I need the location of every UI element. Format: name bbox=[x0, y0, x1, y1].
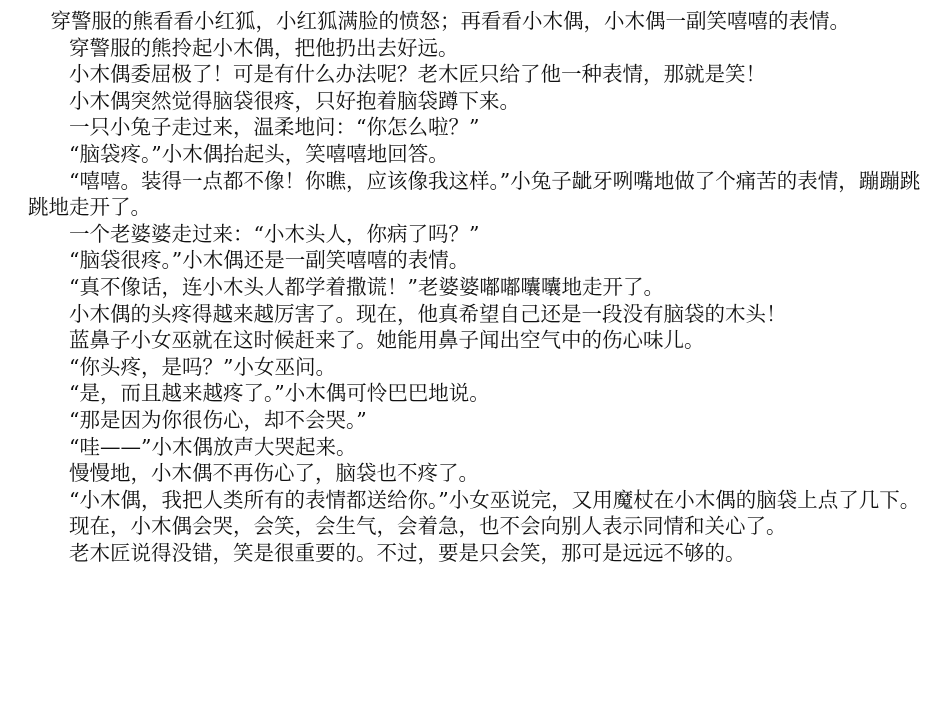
paragraph: 老木匠说得没错，笑是很重要的。不过，要是只会笑，那可是远远不够的。 bbox=[69, 540, 746, 565]
paragraph: 一只小兔子走过来，温柔地问：“你怎么啦？” bbox=[69, 115, 480, 140]
paragraph: “是，而且越来越疼了。”小木偶可怜巴巴地说。 bbox=[69, 381, 490, 406]
paragraph: “那是因为你很伤心，却不会哭。” bbox=[69, 407, 367, 432]
document-page bbox=[28, 8, 936, 566]
paragraph: “你头疼，是吗？”小女巫问。 bbox=[69, 354, 336, 379]
paragraph: 小木偶委屈极了！可是有什么办法呢？老木匠只给了他一种表情，那就是笑！ bbox=[69, 62, 766, 87]
paragraph: “嘻嘻。装得一点都不像！你瞧，应该像我这样。”小兔子龇牙咧嘴地做了个痛苦的表情，蹦蹦跳跳地走开了。 bbox=[28, 168, 921, 220]
paragraph: 一个老婆婆走过来：“小木头人，你病了吗？” bbox=[69, 221, 480, 246]
paragraph: “脑袋疼。”小木偶抬起头，笑嘻嘻地回答。 bbox=[69, 141, 449, 166]
paragraph: 小木偶的头疼得越来越厉害了。现在，他真希望自己还是一段没有脑袋的木头！ bbox=[69, 301, 787, 326]
paragraph: “真不像话，连小木头人都学着撒谎！”老婆婆嘟嘟囔囔地走开了。 bbox=[69, 274, 664, 299]
paragraph: “脑袋很疼。”小木偶还是一副笑嘻嘻的表情。 bbox=[69, 248, 470, 273]
paragraph: 小木偶突然觉得脑袋很疼，只好抱着脑袋蹲下来。 bbox=[69, 88, 520, 113]
paragraph: 蓝鼻子小女巫就在这时候赶来了。她能用鼻子闻出空气中的伤心味儿。 bbox=[69, 328, 705, 353]
paragraph: “小木偶，我把人类所有的表情都送给你。”小女巫说完，又用魔杖在小木偶的脑袋上点了几下。 bbox=[69, 487, 921, 512]
paragraph: 穿警服的熊拎起小木偶，把他扔出去好远。 bbox=[69, 35, 459, 60]
paragraph: 慢慢地，小木偶不再伤心了，脑袋也不疼了。 bbox=[69, 461, 479, 486]
paragraph: 穿警服的熊看看小红狐，小红狐满脸的愤怒；再看看小木偶，小木偶一副笑嘻嘻的表情。 bbox=[50, 9, 851, 33]
paragraph: 现在，小木偶会哭，会笑，会生气，会着急，也不会向别人表示同情和关心了。 bbox=[69, 514, 787, 539]
paragraph: “哇——”小木偶放声大哭起来。 bbox=[69, 434, 357, 459]
